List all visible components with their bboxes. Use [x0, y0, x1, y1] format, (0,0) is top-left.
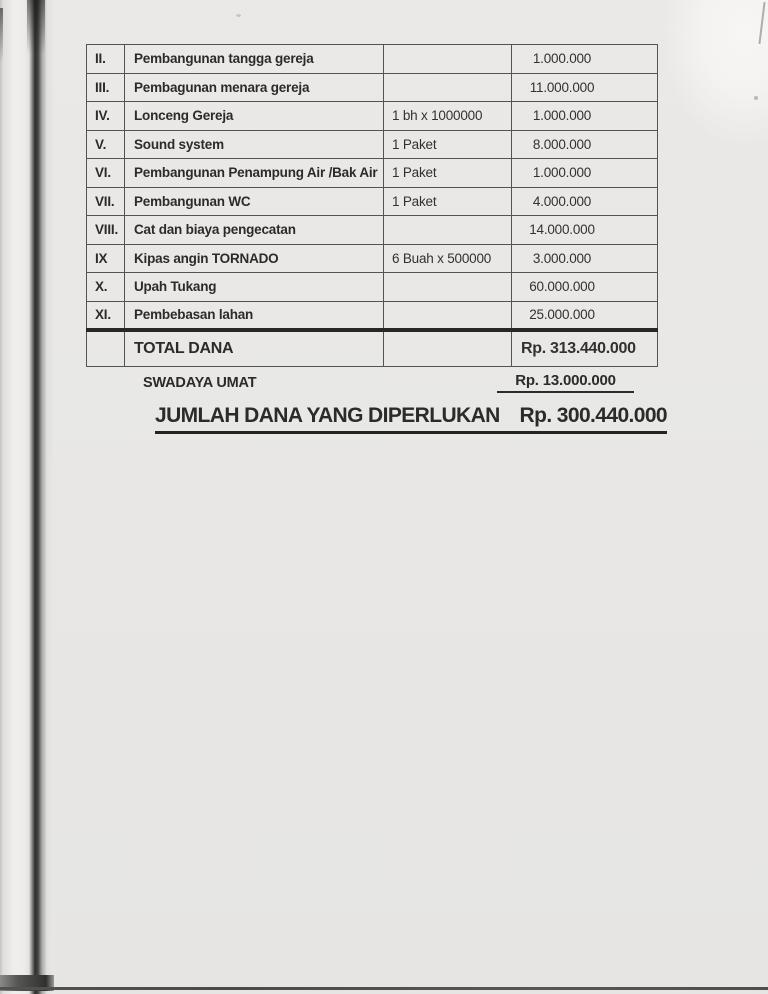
budget-table — [86, 44, 658, 367]
scan-speck — [754, 96, 758, 100]
cell-qty — [384, 45, 512, 74]
scan-left-top-notch — [27, 0, 45, 60]
cell-qty: 1 Paket — [384, 159, 512, 188]
grand-total-line — [155, 404, 667, 434]
budget-table-total — [87, 330, 658, 367]
table-row — [87, 159, 658, 188]
cell-no: II. — [87, 45, 125, 74]
table-row — [87, 187, 658, 216]
table-row — [87, 216, 658, 245]
cell-no: IX — [87, 244, 125, 273]
cell-no: VIII. — [87, 216, 125, 245]
cell-amount: 3.000.000 — [512, 244, 658, 273]
cell-qty — [384, 301, 512, 330]
cell-no: XI. — [87, 301, 125, 330]
budget-table-body — [87, 45, 658, 330]
total-cell-no — [87, 330, 125, 367]
cell-no: VI. — [87, 159, 125, 188]
scan-left-shadow-band — [0, 0, 54, 994]
total-label: TOTAL DANA — [125, 330, 384, 367]
cell-no: IV. — [87, 102, 125, 131]
cell-item: Sound system — [125, 130, 384, 159]
cell-item: Upah Tukang — [125, 273, 384, 302]
cell-amount: 8.000.000 — [512, 130, 658, 159]
scan-page-curl-highlight — [658, 0, 768, 150]
cell-amount: 11.000.000 — [512, 73, 658, 102]
cell-item: Pembangunan WC — [125, 187, 384, 216]
total-row — [87, 330, 658, 367]
cell-no: VII. — [87, 187, 125, 216]
cell-amount: 1.000.000 — [512, 159, 658, 188]
cell-amount: 25.000.000 — [512, 301, 658, 330]
cell-item: Lonceng Gereja — [125, 102, 384, 131]
cell-no: X. — [87, 273, 125, 302]
cell-qty: 1 bh x 1000000 — [384, 102, 512, 131]
cell-no: V. — [87, 130, 125, 159]
cell-amount: 1.000.000 — [512, 102, 658, 131]
cell-qty — [384, 273, 512, 302]
cell-item: Cat dan biaya pengecatan — [125, 216, 384, 245]
table-row — [87, 301, 658, 330]
cell-item: Pembebasan lahan — [125, 301, 384, 330]
cell-qty: 1 Paket — [384, 187, 512, 216]
cell-item: Kipas angin TORNADO — [125, 244, 384, 273]
table-row — [87, 73, 658, 102]
table-row — [87, 130, 658, 159]
scan-bottom-edge-line — [0, 987, 768, 990]
cell-qty — [384, 73, 512, 102]
cell-amount: 1.000.000 — [512, 45, 658, 74]
table-row — [87, 45, 658, 74]
cell-item: Pembangunan Penampung Air /Bak Air — [125, 159, 384, 188]
swadaya-umat-label: SWADAYA UMAT — [143, 375, 257, 391]
table-row — [87, 244, 658, 273]
cell-qty: 6 Buah x 500000 — [384, 244, 512, 273]
cell-amount: 4.000.000 — [512, 187, 658, 216]
cell-item: Pembangunan tangga gereja — [125, 45, 384, 74]
table-row — [87, 273, 658, 302]
cell-item: Pembagunan menara gereja — [125, 73, 384, 102]
grand-total-label: JUMLAH DANA YANG DIPERLUKAN — [155, 404, 500, 427]
grand-total-amount: Rp. 300.440.000 — [519, 404, 667, 427]
swadaya-umat-amount: Rp. 13.000.000 — [497, 372, 634, 393]
cell-qty: 1 Paket — [384, 130, 512, 159]
cell-amount: 14.000.000 — [512, 216, 658, 245]
scan-left-edge-notch — [0, 8, 3, 63]
cell-amount: 60.000.000 — [512, 273, 658, 302]
total-cell-qty — [384, 330, 512, 367]
cell-qty — [384, 216, 512, 245]
scan-speck — [236, 14, 241, 17]
cell-no: III. — [87, 73, 125, 102]
table-row — [87, 102, 658, 131]
total-amount: Rp. 313.440.000 — [512, 330, 658, 367]
